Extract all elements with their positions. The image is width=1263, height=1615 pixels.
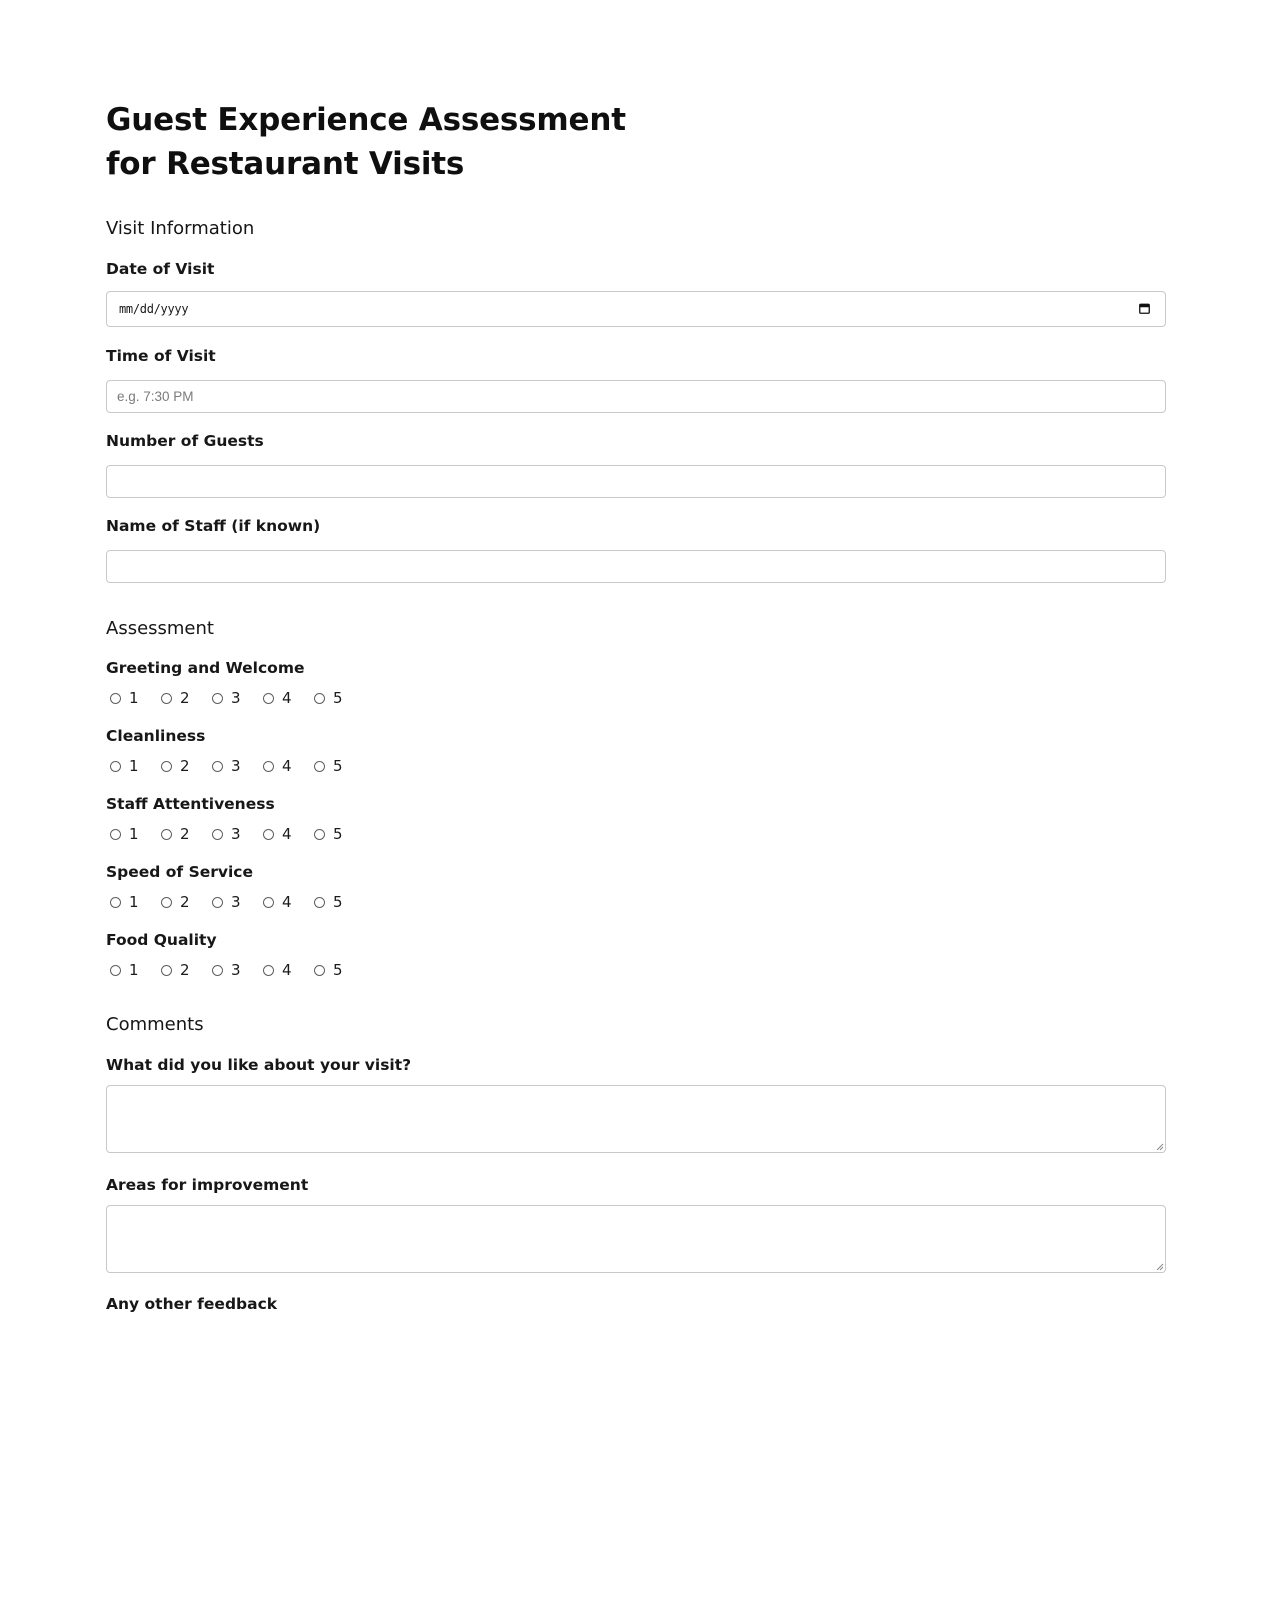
radio-button[interactable]: [110, 829, 121, 840]
date-of-visit-label: Date of Visit: [106, 260, 215, 278]
rating-option[interactable]: [314, 688, 365, 708]
liked-visit-label: What did you like about your visit?: [106, 1056, 412, 1074]
radio-button[interactable]: [212, 897, 223, 908]
rating-value: 1: [129, 893, 139, 911]
radio-button[interactable]: [314, 829, 325, 840]
radio-button[interactable]: [263, 965, 274, 976]
radio-button[interactable]: [161, 829, 172, 840]
criterion-food-quality-label: Food Quality: [106, 931, 217, 949]
rating-option[interactable]: [110, 824, 161, 844]
rating-value: 3: [231, 893, 241, 911]
rating-option[interactable]: [314, 960, 365, 980]
radio-button[interactable]: [161, 761, 172, 772]
radio-button[interactable]: [110, 761, 121, 772]
rating-option[interactable]: [110, 688, 161, 708]
rating-value: 2: [180, 757, 190, 775]
rating-option[interactable]: [161, 892, 212, 912]
rating-option[interactable]: [212, 756, 263, 776]
radio-button[interactable]: [263, 761, 274, 772]
page-title: Guest Experience Assessment for Restaurant Visits: [106, 102, 626, 182]
rating-value: 1: [129, 961, 139, 979]
criterion-staff-attentiveness-label: Staff Attentiveness: [106, 795, 275, 813]
rating-value: 4: [282, 893, 292, 911]
rating-group-staff-attentiveness: [110, 824, 365, 844]
liked-visit-textarea[interactable]: [106, 1085, 1166, 1153]
radio-button[interactable]: [212, 829, 223, 840]
rating-option[interactable]: [161, 688, 212, 708]
rating-value: 4: [282, 689, 292, 707]
radio-button[interactable]: [212, 965, 223, 976]
rating-value: 1: [129, 689, 139, 707]
radio-button[interactable]: [314, 693, 325, 704]
rating-value: 2: [180, 961, 190, 979]
rating-value: 1: [129, 825, 139, 843]
rating-value: 5: [333, 893, 343, 911]
rating-value: 5: [333, 961, 343, 979]
rating-group-food-quality: [110, 960, 365, 980]
rating-value: 2: [180, 893, 190, 911]
rating-option[interactable]: [212, 824, 263, 844]
number-of-guests-input[interactable]: [106, 465, 1166, 498]
rating-option[interactable]: [161, 824, 212, 844]
rating-option[interactable]: [263, 960, 314, 980]
rating-value: 4: [282, 961, 292, 979]
rating-value: 4: [282, 825, 292, 843]
number-of-guests-label: Number of Guests: [106, 432, 264, 450]
radio-button[interactable]: [161, 693, 172, 704]
radio-button[interactable]: [263, 693, 274, 704]
rating-option[interactable]: [263, 892, 314, 912]
radio-button[interactable]: [212, 761, 223, 772]
radio-button[interactable]: [110, 897, 121, 908]
date-of-visit-input[interactable]: [106, 291, 1166, 327]
radio-button[interactable]: [212, 693, 223, 704]
rating-option[interactable]: [314, 824, 365, 844]
rating-value: 1: [129, 757, 139, 775]
rating-value: 2: [180, 689, 190, 707]
radio-button[interactable]: [161, 965, 172, 976]
comments-heading: Comments: [106, 1014, 204, 1035]
rating-group-cleanliness: [110, 756, 365, 776]
rating-option[interactable]: [212, 688, 263, 708]
rating-value: 5: [333, 689, 343, 707]
resize-grip-icon[interactable]: [1156, 1143, 1164, 1151]
rating-option[interactable]: [212, 960, 263, 980]
rating-value: 3: [231, 757, 241, 775]
rating-option[interactable]: [212, 892, 263, 912]
radio-button[interactable]: [314, 965, 325, 976]
improvement-label: Areas for improvement: [106, 1176, 309, 1194]
time-of-visit-label: Time of Visit: [106, 347, 216, 365]
date-format-text: mm/dd/yyyy: [119, 302, 189, 316]
radio-button[interactable]: [161, 897, 172, 908]
other-feedback-label: Any other feedback: [106, 1295, 278, 1313]
criterion-greeting-label: Greeting and Welcome: [106, 659, 305, 677]
rating-option[interactable]: [263, 756, 314, 776]
rating-value: 3: [231, 689, 241, 707]
time-of-visit-input[interactable]: [106, 380, 1166, 413]
rating-option[interactable]: [263, 688, 314, 708]
criterion-cleanliness-label: Cleanliness: [106, 727, 206, 745]
radio-button[interactable]: [110, 693, 121, 704]
criterion-speed-of-service-label: Speed of Service: [106, 863, 254, 881]
rating-option[interactable]: [314, 892, 365, 912]
rating-option[interactable]: [110, 892, 161, 912]
visit-information-heading: Visit Information: [106, 218, 255, 239]
rating-option[interactable]: [110, 756, 161, 776]
staff-name-label: Name of Staff (if known): [106, 517, 321, 535]
rating-value: 4: [282, 757, 292, 775]
calendar-icon[interactable]: [1139, 303, 1150, 314]
assessment-heading: Assessment: [106, 618, 214, 639]
radio-button[interactable]: [110, 965, 121, 976]
radio-button[interactable]: [314, 897, 325, 908]
rating-value: 3: [231, 961, 241, 979]
radio-button[interactable]: [314, 761, 325, 772]
staff-name-input[interactable]: [106, 550, 1166, 583]
rating-group-speed-of-service: [110, 892, 365, 912]
improvement-textarea[interactable]: [106, 1205, 1166, 1273]
rating-option[interactable]: [314, 756, 365, 776]
radio-button[interactable]: [263, 829, 274, 840]
rating-option[interactable]: [161, 960, 212, 980]
rating-group-greeting: [110, 688, 365, 708]
resize-grip-icon[interactable]: [1156, 1263, 1164, 1271]
rating-option[interactable]: [263, 824, 314, 844]
rating-value: 2: [180, 825, 190, 843]
rating-value: 5: [333, 825, 343, 843]
rating-value: 3: [231, 825, 241, 843]
radio-button[interactable]: [263, 897, 274, 908]
rating-value: 5: [333, 757, 343, 775]
rating-option[interactable]: [161, 756, 212, 776]
rating-option[interactable]: [110, 960, 161, 980]
